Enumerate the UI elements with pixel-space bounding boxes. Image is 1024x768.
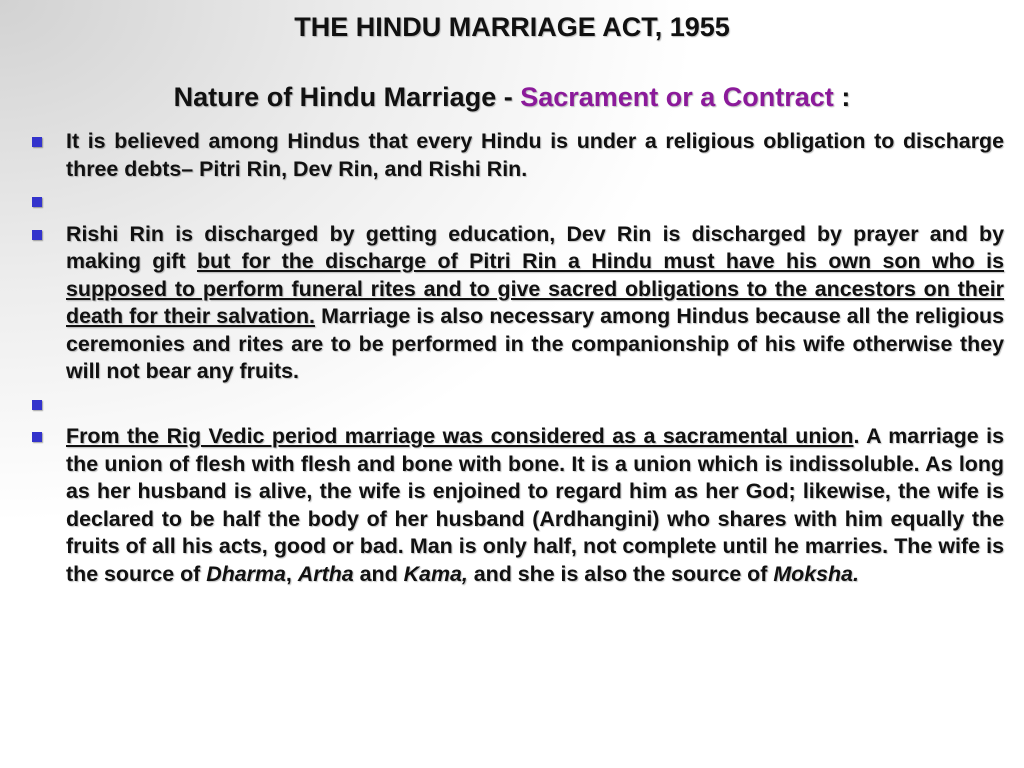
square-bullet-icon	[32, 400, 42, 410]
bullet-text-part2: Marriage is also necessary among Hindus because all the religious ceremonies and rites are to be performed in the companionship of his wife otherwise they will not bear any fruits.	[66, 304, 1004, 383]
subtitle-accent: Sacrament or a Contract	[520, 82, 834, 112]
subtitle-prefix: Nature of Hindu Marriage -	[173, 82, 521, 112]
bullet-list	[28, 128, 1004, 588]
square-bullet-icon	[32, 230, 42, 240]
subtitle-suffix: :	[833, 82, 851, 112]
bullet-item-rig-vedic	[28, 423, 1004, 588]
slide-title: THE HINDU MARRIAGE ACT, 1955	[294, 12, 730, 42]
bullet-item-empty	[28, 391, 1004, 419]
term-kama: Kama,	[403, 561, 468, 586]
bullet-text-underlined: but for the discharge of Pitri Rin a Hindu must have his own son who is supposed to perform funeral rites and to give sacred obligations to the ancestors on their death for their salvation.	[66, 249, 1005, 328]
term-artha: Artha	[297, 561, 354, 586]
bullet-text-part1: Rishi Rin is discharged by getting education, Dev Rin is discharged by prayer and by making gift	[66, 221, 1004, 273]
term-moksha: Moksha.	[773, 561, 859, 586]
square-bullet-icon	[32, 197, 42, 207]
slide-subtitle	[0, 82, 1024, 113]
bullet-text: It is believed among Hindus that every Hindu is under a religious obligation to discharge three debts– Pitri Rin, Dev Rin, and Rishi Rin.	[66, 129, 1004, 181]
square-bullet-icon	[32, 137, 42, 147]
bullet-item-rishi-rin	[28, 221, 1004, 386]
separator: and	[353, 561, 404, 586]
bullet-item-empty	[28, 188, 1004, 216]
bullet-text-part2: and she is also the source of	[467, 561, 774, 586]
bullet-item-debts	[28, 128, 1004, 183]
term-dharma: Dharma	[206, 561, 286, 586]
bullet-text-underlined: From the Rig Vedic period marriage was considered as a sacramental union	[66, 424, 854, 448]
separator: ,	[285, 561, 298, 586]
bullet-text-part1: . A marriage is the union of flesh with flesh and bone with bone. It is a union which is indissoluble. As long as her husband is alive, the wife is enjoined to regard him as her God; likewise, the wife is declared to be half the body of her husband (Ardhangini) who shares with him equally the fruits of all his acts, good or bad. Man is only half, not complete until he marries. The wife is the source of	[66, 424, 1004, 586]
square-bullet-icon	[32, 432, 42, 442]
